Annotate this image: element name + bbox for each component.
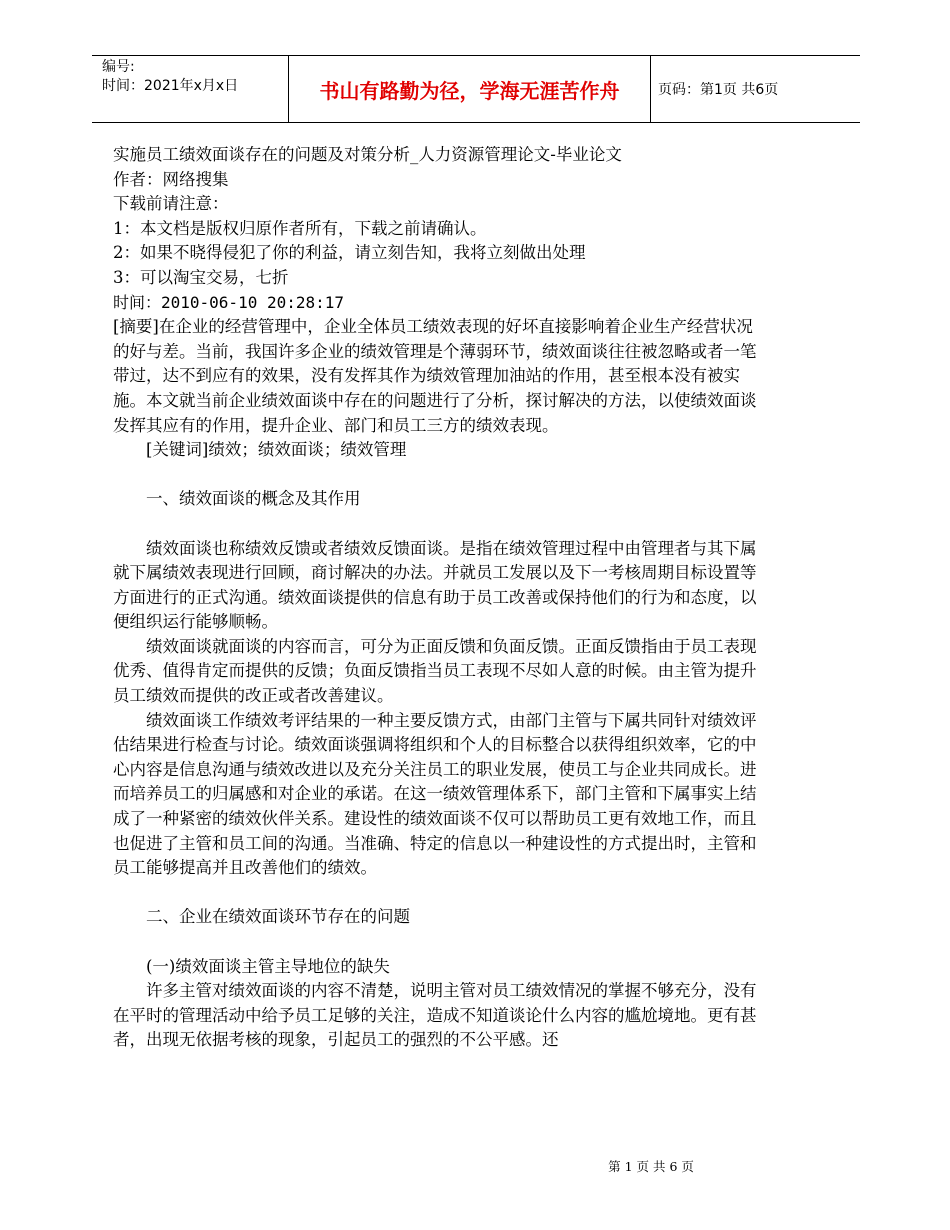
section-2-heading: 二、企业在绩效面谈环节存在的问题 <box>146 907 410 927</box>
notice-item-1: 1：本文档是版权归原作者所有，下载之前请确认。 <box>113 218 487 238</box>
paragraph: 绩效面谈就面谈的内容而言，可分为正面反馈和负面反馈。正面反馈指由于员工表现优秀、值得肯定而提供的反馈；负面反馈指当员工表现不尽如人意的时候。由主管为提升员工绩效而提供的改正或者改善建议。 <box>113 636 757 706</box>
notice-heading: 下载前请注意： <box>113 194 229 214</box>
paragraph: 绩效面谈工作绩效考评结果的一种主要反馈方式，由部门主管与下属共同针对绩效评估结果进行检查与讨论。绩效面谈强调将组织和个人的目标整合以获得组织效率，它的中心内容是信息沟通与绩效改进以及充分关注员工的职业发展，使员工与企业共同成长。进而培养员工的归属感和对企业的承诺。在这一绩效管理体系下，部门主管和下属事实上结成了一种紧密的绩效伙伴关系。建设性的绩效面谈不仅可以帮助员工更有效地工作，而且也促进了主管和员工间的沟通。当准确、特定的信息以一种建设性的方式提出时，主管和员工能够提高并且改善他们的绩效。 <box>113 710 757 878</box>
time-label: 时间：2021年x月x日 <box>102 78 239 94</box>
keywords: [关键词]绩效；绩效面谈；绩效管理 <box>146 440 407 460</box>
paragraph: 许多主管对绩效面谈的内容不清楚，说明主管对员工绩效情况的掌握不够充分，没有在平时的管理活动中给予员工足够的关注，造成不知道谈论什么内容的尴尬境地。更有甚者，出现无依据考核的现象，引起员工的强烈的不公平感。还 <box>113 981 757 1050</box>
notice-item-2: 2：如果不晓得侵犯了你的利益，请立刻告知，我将立刻做出处理 <box>113 243 586 263</box>
page-footer <box>0 1157 950 1175</box>
doc-author: 作者：网络搜集 <box>113 169 229 189</box>
doc-title: 实施员工绩效面谈存在的问题及对策分析_人力资源管理论文-毕业论文 <box>113 145 622 164</box>
spacer <box>113 463 767 488</box>
paragraph: 绩效面谈也称绩效反馈或者绩效反馈面谈。是指在绩效管理过程中由管理者与其下属就下属绩效表现进行回顾，商讨解决的办法。并就员工发展以及下一考核周期目标设置等方面进行的正式沟通。绩效面谈提供的信息有助于员工改善或保持他们的行为和态度，以便组织运行能够顺畅。 <box>113 538 757 632</box>
section-1-heading: 一、绩效面谈的概念及其作用 <box>146 489 361 509</box>
number-label: 编号: <box>102 59 135 75</box>
notice-item-3: 3：可以淘宝交易，七折 <box>113 267 289 287</box>
spacer <box>113 512 767 537</box>
header-meta <box>102 56 280 122</box>
spacer <box>113 881 767 906</box>
document-body <box>113 143 767 1053</box>
spacer <box>113 930 767 955</box>
page-header <box>92 55 860 123</box>
abstract: [摘要]在企业的经营管理中，企业全体员工绩效表现的好坏直接影响着企业生产经营状况的好与差。当前，我国许多企业的绩效管理是个薄弱环节，绩效面谈往往被忽略或者一笔带过，达不到应有的效果，没有发挥其作为绩效管理加油站的作用，甚至根本没有被实施。本文就当前企业绩效面谈中存在的问题进行了分析，探讨解决的方法，以使绩效面谈发挥其应有的作用，提升企业、部门和员工三方的绩效表现。 <box>113 317 757 435</box>
footer-page-number: 第 1 页 共 6 页 <box>608 1159 694 1174</box>
doc-time: 时间：2010-06-10 20:28:17 <box>113 292 345 312</box>
subsection-1-heading: (一)绩效面谈主管主导地位的缺失 <box>146 956 390 976</box>
header-page-info: 页码：第1页 共6页 <box>658 82 779 98</box>
header-motto: 书山有路勤为径，学海无涯苦作舟 <box>288 56 651 122</box>
